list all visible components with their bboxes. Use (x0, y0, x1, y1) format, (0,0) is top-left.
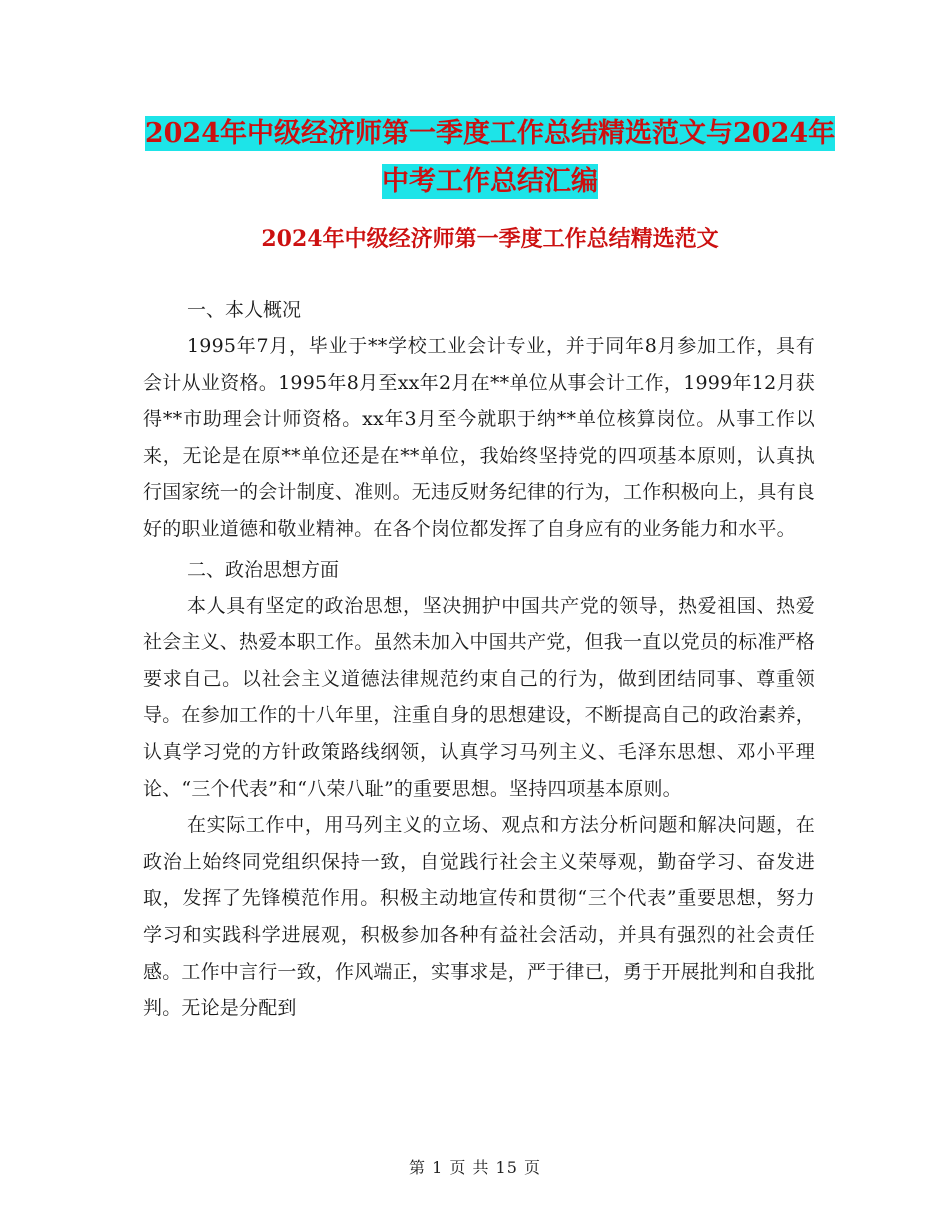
section-personal-overview (143, 292, 815, 548)
document-title (140, 110, 840, 206)
paragraph: 本人具有坚定的政治思想，坚决拥护中国共产党的领导，热爱祖国、热爱社会主义、热爱本职工作。虽然未加入中国共产党，但我一直以党员的标准严格要求自己。以社会主义道德法律规范约束自己的行为，做到团结同事、尊重领导。在参加工作的十八年里，注重自身的思想建设，不断提高自己的政治素养，认真学习党的方针政策路线纲领，认真学习马列主义、毛泽东思想、邓小平理论、“三个代表”和“八荣八耻”的重要思想。坚持四项基本原则。 (143, 594, 816, 800)
section-heading: 一、本人概况 (187, 299, 302, 321)
document-title-text: 2024年中级经济师第一季度工作总结精选范文与2024年中考工作总结汇编 (144, 118, 836, 197)
section-title: 2024年中级经济师第一季度工作总结精选范文 (261, 226, 719, 252)
paragraph: 在实际工作中，用马列主义的立场、观点和方法分析问题和解决问题，在政治上始终同党组织保持一致，自觉践行社会主义荣辱观，勤奋学习、奋发进取，发挥了先锋模范作用。积极主动地宣传和贯彻“三个代表”重要思想，努力学习和实践科学进展观，积极参加各种有益社会活动，并具有强烈的社会责任感。工作中言行一致，作风端正，实事求是，严于律已，勇于开展批判和自我批判。无论是分配到 (143, 814, 816, 1020)
section-heading: 二、政治思想方面 (187, 558, 340, 581)
paragraph: 1995年7月，毕业于**学校工业会计专业，并于同年8月参加工作，具有会计从业资格。1995年8月至xx年2月在**单位从事会计工作，1999年12月获得**市助理会计师资格。xx年3月至今就职于纳**单位核算岗位。从事工作以来，无论是在原**单位还是在**单位，我始终坚持党的四项基本原则，认真执行国家统一的会计制度、准则。无违反财务纪律的行为，工作积极向上，具有良好的职业道德和敬业精神。在各个岗位都发挥了自身应有的业务能力和水平。 (143, 335, 816, 540)
page-number: 第 1 页 共 15 页 (409, 1158, 541, 1177)
section-political-thought (143, 552, 815, 1027)
document-body (143, 292, 815, 1031)
